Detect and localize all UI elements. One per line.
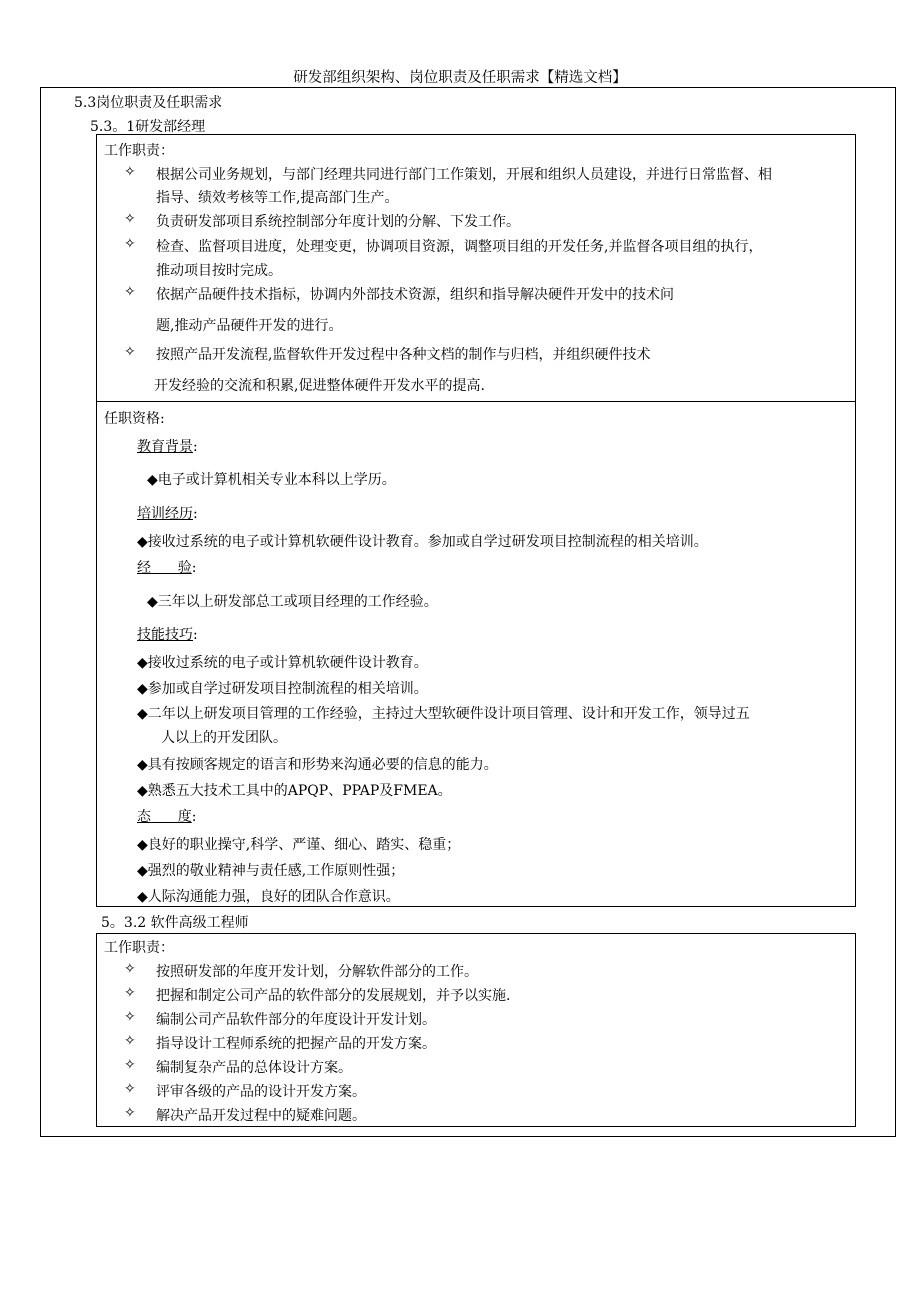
duty-line-cont: 开发经验的交流和积累,促进整体硬件开发水平的提高. <box>154 378 485 394</box>
education-heading <box>137 436 198 456</box>
duty-icon: ✧ <box>124 1081 136 1097</box>
duty-line: 负责研发部项目系统控制部分年度计划的分解、下发工作。 <box>156 214 520 230</box>
experience-label: 经 验 <box>137 560 192 576</box>
skills-item-cont: 人以上的开发团队。 <box>161 730 287 746</box>
training-label: 培训经历 <box>137 506 193 522</box>
duty-icon: ✧ <box>124 961 136 977</box>
skills-item: ◆具有按顾客规定的语言和形势来沟通必要的信息的能力。 <box>137 757 498 773</box>
bullet-icon: ◆ <box>137 783 148 799</box>
attitude-heading <box>137 806 196 826</box>
duty-line <box>156 164 852 184</box>
bullet-icon: ◆ <box>137 706 148 722</box>
section-heading: 5.3岗位职责及任职需求 <box>74 95 223 111</box>
table-divider <box>96 401 856 402</box>
training-item: ◆接收过系统的电子或计算机软硬件设计教育。参加或自学过研发项目控制流程的相关培训。 <box>137 534 708 550</box>
duty-icon: ✧ <box>124 236 136 252</box>
engineer-duties-label: 工作职责： <box>104 940 174 956</box>
bullet-icon: ◆ <box>137 757 148 773</box>
duty-icon: ✧ <box>124 284 136 300</box>
duty-line-cont: 推动项目按时完成。 <box>156 263 282 279</box>
attitude-item: ◆良好的职业操守,科学、严谨、细心、踏实、稳重； <box>137 837 461 853</box>
engineer-duty: 编制复杂产品的总体设计方案。 <box>156 1060 352 1076</box>
attitude-colon: : <box>191 809 197 825</box>
education-item: ◆电子或计算机相关专业本科以上学历。 <box>147 472 396 488</box>
bullet-icon: ◆ <box>137 681 148 697</box>
duty-line: 按照产品开发流程,监督软件开发过程中各种文档的制作与归档，并组织硬件技术 <box>156 347 651 363</box>
bullet-icon: ◆ <box>137 837 148 853</box>
skills-label: 技能技巧 <box>137 627 193 643</box>
duty-line: 依据产品硬件技术指标，协调内外部技术资源，组织和指导解决硬件开发中的技术问 <box>156 287 674 303</box>
bullet-icon: ◆ <box>147 472 158 488</box>
duty-icon: ✧ <box>124 1105 136 1121</box>
duties-label: 工作职责： <box>104 143 174 159</box>
experience-heading <box>137 557 196 577</box>
attitude-label: 态 度 <box>137 809 192 825</box>
engineer-heading: 5。3.2 软件高级工程师 <box>101 915 249 931</box>
duty-line-cont: 题,推动产品硬件开发的进行。 <box>156 318 343 334</box>
attitude-item: ◆人际沟通能力强，良好的团队合作意识。 <box>137 889 400 905</box>
bullet-icon: ◆ <box>137 655 148 671</box>
education-label: 教育背景 <box>137 439 193 455</box>
skills-colon: : <box>193 627 198 643</box>
duty-icon: ✧ <box>124 344 136 360</box>
qualifications-label: 任职资格: <box>104 411 165 427</box>
bullet-icon: ◆ <box>137 889 148 905</box>
skills-item: ◆参加或自学过研发项目控制流程的相关培训。 <box>137 681 428 697</box>
duty-icon: ✧ <box>124 211 136 227</box>
engineer-duty: 把握和制定公司产品的软件部分的发展规划，并予以实施. <box>156 988 511 1004</box>
duty-icon: ✧ <box>124 1033 136 1049</box>
engineer-duty: 评审各级的产品的设计开发方案。 <box>156 1084 366 1100</box>
duty-text: 根据公司业务规划，与部门经理共同进行部门工作策划，开展和组织人员建设，并进行日常监督、 <box>156 167 758 183</box>
duty-icon: ✧ <box>124 164 136 180</box>
page-title: 研发部组织架构、岗位职责及任职需求【精选文档】 <box>293 70 627 86</box>
experience-item: ◆三年以上研发部总工或项目经理的工作经验。 <box>147 594 438 610</box>
manager-heading: 5.3。1研发部经理 <box>90 119 206 135</box>
skills-item: ◆二年以上研发项目管理的工作经验，主持过大型软硬件设计项目管理、设计和开发工作，领导过五 <box>137 706 750 722</box>
engineer-duty: 解决产品开发过程中的疑难问题。 <box>156 1108 366 1124</box>
education-colon: : <box>193 439 198 455</box>
training-heading <box>137 503 198 523</box>
bullet-icon: ◆ <box>147 594 158 610</box>
engineer-duty: 指导设计工程师系统的把握产品的开发方案。 <box>156 1036 436 1052</box>
duty-cut-char: 相 <box>758 167 772 183</box>
engineer-duty: 编制公司产品软件部分的年度设计开发计划。 <box>156 1012 436 1028</box>
training-colon: : <box>193 506 198 522</box>
skills-item: ◆接收过系统的电子或计算机软硬件设计教育。 <box>137 655 428 671</box>
experience-colon: : <box>191 560 197 576</box>
skills-item: ◆熟悉五大技术工具中的APQP、PPAP及FMEA。 <box>137 783 452 799</box>
bullet-icon: ◆ <box>137 863 148 879</box>
attitude-item: ◆强烈的敬业精神与责任感,工作原则性强； <box>137 863 405 879</box>
engineer-duty: 按照研发部的年度开发计划，分解软件部分的工作。 <box>156 964 478 980</box>
duty-icon: ✧ <box>124 985 136 1001</box>
duty-line: 检查、监督项目进度，处理变更，协调项目资源，调整项目组的开发任务,并监督各项目组的执行， <box>156 239 763 255</box>
duty-icon: ✧ <box>124 1057 136 1073</box>
duty-icon: ✧ <box>124 1009 136 1025</box>
bullet-icon: ◆ <box>137 534 148 550</box>
duty-line-cont: 指导、绩效考核等工作,提高部门生产。 <box>156 190 399 206</box>
skills-heading <box>137 624 198 644</box>
